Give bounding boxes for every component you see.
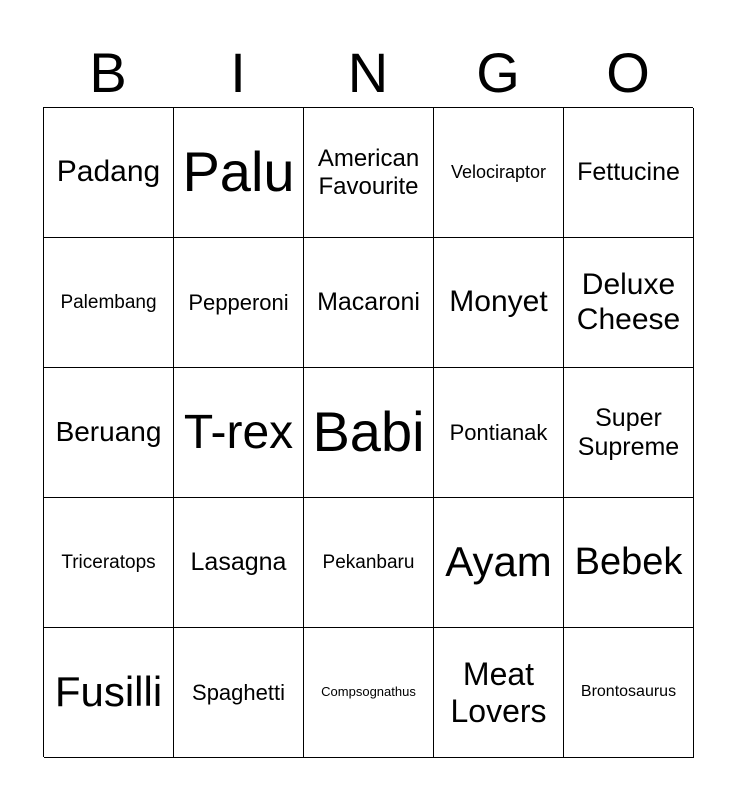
bingo-cell[interactable]	[564, 368, 694, 498]
bingo-cell[interactable]	[174, 108, 304, 238]
cell-label: Padang	[56, 155, 161, 189]
cell-label: Brontosaurus	[580, 683, 677, 701]
cell-label: Monyet	[449, 285, 548, 319]
bingo-cell[interactable]	[174, 368, 304, 498]
bingo-cell[interactable]	[174, 498, 304, 628]
header-letter-o: O	[606, 41, 650, 104]
bingo-cell[interactable]	[434, 628, 564, 758]
cell-label: Pontianak	[449, 419, 548, 445]
cell-label: T-rex	[183, 405, 294, 459]
bingo-cell[interactable]	[434, 108, 564, 238]
bingo-cell[interactable]	[564, 628, 694, 758]
bingo-cell[interactable]	[44, 368, 174, 498]
bingo-cell[interactable]	[44, 628, 174, 758]
bingo-cell[interactable]	[304, 108, 434, 238]
bingo-cell[interactable]	[304, 498, 434, 628]
cell-label: Fettucine	[577, 158, 680, 187]
bingo-cell[interactable]	[304, 368, 434, 498]
bingo-cell[interactable]	[174, 238, 304, 368]
bingo-cell[interactable]	[304, 628, 434, 758]
header-letter-i: I	[230, 41, 246, 104]
cell-label: Pepperoni	[188, 289, 289, 315]
cell-label: American Favourite	[317, 144, 420, 200]
header-letter-n: N	[347, 41, 389, 104]
cell-label: Triceratops	[61, 551, 156, 573]
cell-label: Macaroni	[317, 288, 420, 317]
bingo-header	[43, 38, 693, 108]
cell-label: Babi	[312, 400, 425, 464]
bingo-cell[interactable]	[44, 238, 174, 368]
cell-label: Pekanbaru	[322, 551, 415, 573]
cell-label: Compsognathus	[321, 684, 416, 700]
header-letter-b: B	[89, 41, 127, 104]
bingo-cell[interactable]	[44, 498, 174, 628]
cell-label: Ayam	[445, 538, 552, 586]
header-letter-g: G	[476, 41, 520, 104]
cell-label: Lasagna	[190, 548, 287, 577]
cell-label: Palembang	[60, 291, 157, 313]
bingo-cell[interactable]	[564, 498, 694, 628]
cell-label: Deluxe Cheese	[576, 268, 681, 336]
cell-label: Beruang	[55, 416, 162, 448]
bingo-cell[interactable]	[434, 368, 564, 498]
cell-label: Bebek	[574, 540, 683, 583]
cell-label: Fusilli	[54, 668, 163, 716]
cell-label: Super Supreme	[577, 403, 680, 461]
cell-label: Spaghetti	[192, 679, 285, 705]
cell-label: Meat Lovers	[450, 655, 547, 729]
bingo-cell[interactable]	[44, 108, 174, 238]
cell-label: Velociraptor	[450, 162, 547, 183]
bingo-cell[interactable]	[564, 238, 694, 368]
bingo-cell[interactable]	[434, 238, 564, 368]
bingo-cell[interactable]	[174, 628, 304, 758]
cell-label: Palu	[182, 140, 295, 204]
bingo-cell[interactable]	[304, 238, 434, 368]
bingo-cell[interactable]	[434, 498, 564, 628]
bingo-board	[43, 107, 693, 757]
bingo-cell[interactable]	[564, 108, 694, 238]
